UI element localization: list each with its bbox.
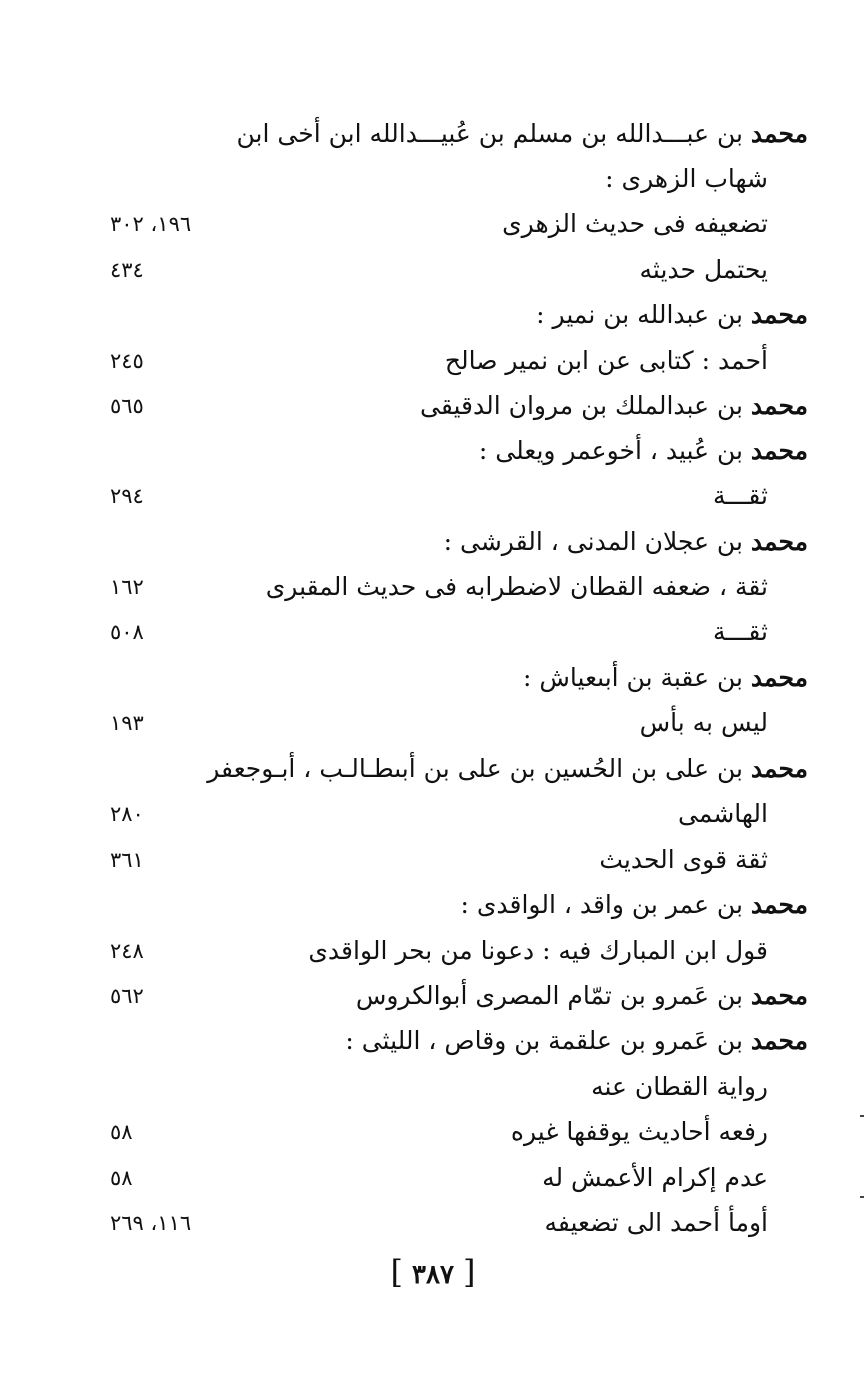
entry-name: محمد <box>750 663 808 692</box>
entry-text: بن على بن الحُسين بن على بن أبىطـالـب ، أبـوجعفر <box>207 754 743 783</box>
bracket-close: ] <box>463 1253 476 1291</box>
index-subentry: ليس به بأس <box>639 708 768 737</box>
entry-text: بن عبدالملك بن مروان الدقيقى <box>420 391 743 420</box>
page-reference: ١٩٦، ٣٠٢ <box>110 212 192 236</box>
index-subentry: رفعه أحاديث يوقفها غيره <box>510 1117 768 1146</box>
index-subentry: تضعيفه فى حديث الزهرى <box>502 209 768 238</box>
entry-continuation: شهاب الزهرى : <box>605 164 768 193</box>
entry-name: محمد <box>750 436 808 465</box>
page-reference: ٢٤٨ <box>110 939 144 963</box>
page-reference: ٥٨ <box>110 1166 133 1190</box>
page-number: ٣٨٧ <box>412 1260 454 1290</box>
index-subentry: قول ابن المبارك فيه : دعونا من بحر الواقدى <box>308 936 768 965</box>
index-subentry: أحمد : كتابى عن ابن نمير صالح <box>444 346 768 375</box>
index-entry <box>345 1019 808 1063</box>
index-subentry: ثقة ، ضعفه القطان لاضطرابه فى حديث المقبرى <box>265 572 768 601</box>
entry-text: بن عبدالله بن نمير : <box>536 300 743 329</box>
page-reference: ٤٣٤ <box>110 258 144 282</box>
page-reference: ٢٨٠ <box>110 802 144 826</box>
index-subentry: أومأ أحمد الى تضعيفه <box>544 1208 768 1237</box>
page-reference: ٥٠٨ <box>110 620 144 644</box>
scan-mark <box>860 1196 864 1198</box>
page-reference: ٥٦٢ <box>110 984 144 1008</box>
entry-text: بن عبـــدالله بن مسلم بن عُبيـــدالله ابن أخى ابن <box>236 119 743 148</box>
page-reference: ١٩٣ <box>110 711 144 735</box>
page-number-footer <box>0 1250 866 1294</box>
index-subentry: ثقـــة <box>713 617 768 646</box>
entry-continuation: الهاشمى <box>678 799 768 828</box>
entry-name: محمد <box>750 300 808 329</box>
entry-text: بن عُبيد ، أخوعمر ويعلى : <box>478 436 743 465</box>
index-subentry: ثقة قوى الحديث <box>599 845 768 874</box>
index-entry <box>207 747 808 791</box>
index-subentry: عدم إكرام الأعمش له <box>542 1163 768 1192</box>
index-entry <box>444 520 808 564</box>
entry-name: محمد <box>750 981 808 1010</box>
index-subentry: يحتمل حديثه <box>639 255 768 284</box>
entry-name: محمد <box>750 119 808 148</box>
index-entry <box>536 293 808 337</box>
entry-name: محمد <box>750 527 808 556</box>
entry-name: محمد <box>750 391 808 420</box>
index-subentry: ثقـــة <box>713 481 768 510</box>
scan-mark <box>860 1115 864 1117</box>
index-entry <box>420 384 808 428</box>
index-entry <box>479 429 808 473</box>
entry-text: بن عمر بن واقد ، الواقدى : <box>460 890 743 919</box>
entry-text: بن عجلان المدنى ، القرشى : <box>443 527 743 556</box>
entry-name: محمد <box>750 1026 808 1055</box>
entry-name: محمد <box>750 754 808 783</box>
page-reference: ٥٨ <box>110 1120 133 1144</box>
bracket-open: [ <box>390 1253 403 1291</box>
entry-text: بن عقبة بن أبىعياش : <box>523 663 743 692</box>
entry-text: بن عَمرو بن تمّام المصرى أبوالكروس <box>355 981 743 1010</box>
page-reference: ١١٦، ٢٦٩ <box>110 1211 192 1235</box>
page-reference: ٣٦١ <box>110 848 144 872</box>
index-entry <box>523 656 808 700</box>
entry-name: محمد <box>750 890 808 919</box>
entry-text: بن عَمرو بن علقمة بن وقاص ، الليثى : <box>345 1026 743 1055</box>
page-reference: ١٦٢ <box>110 575 144 599</box>
index-entry <box>460 883 808 927</box>
index-subentry: رواية القطان عنه <box>591 1072 768 1101</box>
page-reference: ٢٩٤ <box>110 484 144 508</box>
page-reference: ٥٦٥ <box>110 394 144 418</box>
page-reference: ٢٤٥ <box>110 349 144 373</box>
index-entry <box>356 974 808 1018</box>
index-entry <box>237 112 808 156</box>
